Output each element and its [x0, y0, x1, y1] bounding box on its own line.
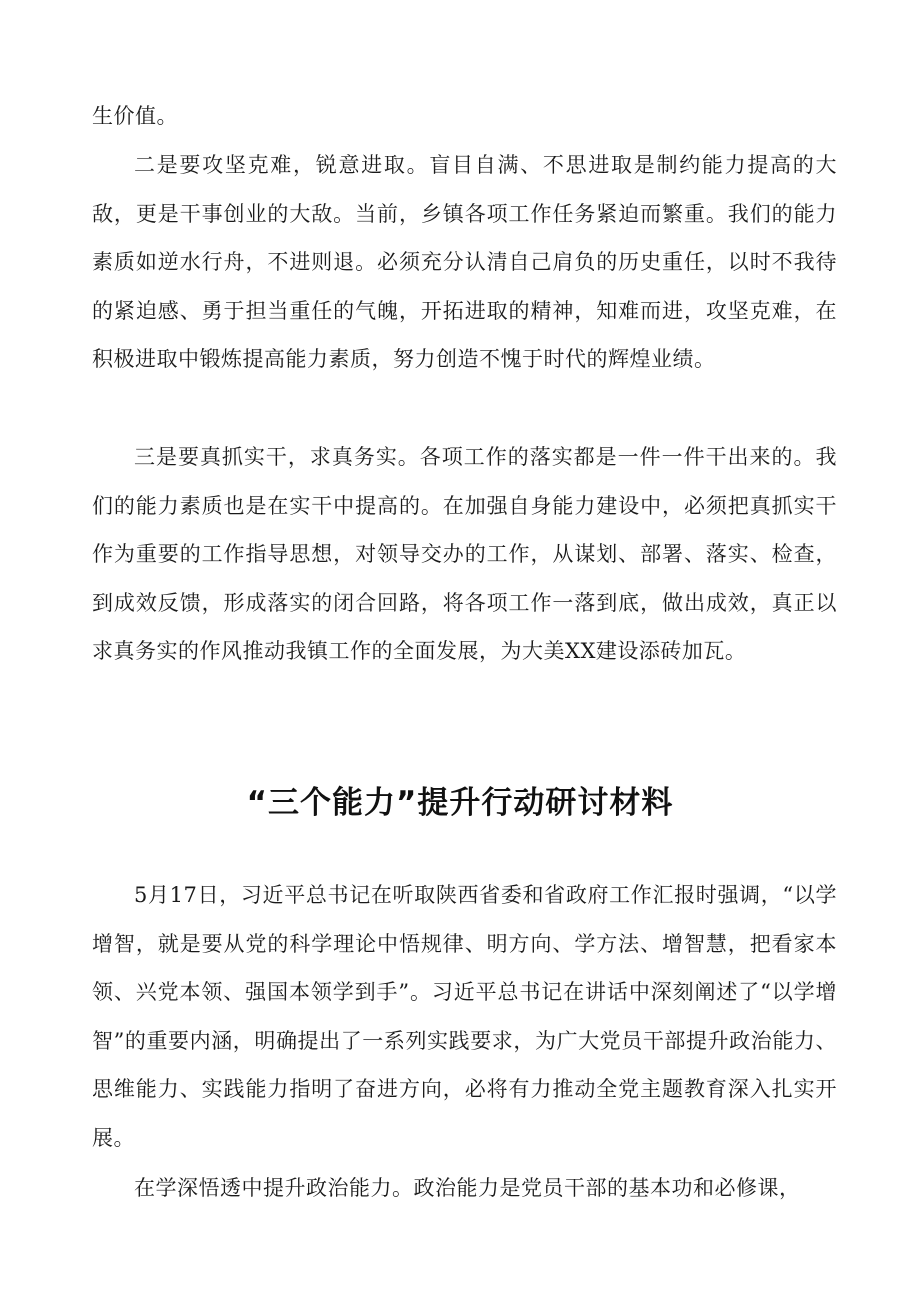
paragraph-third-point: 三是要真抓实干，求真务实。各项工作的落实都是一件一件干出来的。我们的能力素质也是在实干中提高的。在加强自身能力建设中，必须把真抓实干作为重要的工作指导思想，对领导交办的工作，从谋划、部署、落实、检查，到成效反馈，形成落实的闭合回路，将各项工作一落到底，做出成效，真正以求真务实的作风推动我镇工作的全面发展，为大美XX建设添砖加瓦。: [92, 445, 837, 664]
document-title: “三个能力”提升行动研讨材料: [246, 785, 674, 821]
paragraph-continuation: 生价值。: [92, 104, 178, 128]
paragraph-second-point: 二是要攻坚克难，锐意进取。盲目自满、不思进取是制约能力提高的大敌，更是干事创业的大敌。当前，乡镇各项工作任务紧迫而繁重。我们的能力素质如逆水行舟，不进则退。必须充分认清自己肩负的历史重任，以时不我待的紧迫感、勇于担当重任的气魄，开拓进取的精神，知难而进，攻坚克难，在积极进取中锻炼提高能力素质，努力创造不愧于时代的辉煌业绩。: [92, 153, 837, 372]
paragraph-intro: 5月17日，习近平总书记在听取陕西省委和省政府工作汇报时强调，“以学增智，就是要从党的科学理论中悟规律、明方向、学方法、增智慧，把看家本领、兴党本领、强国本领学到手”。习近平总书记在讲话中深刻阐述了“以学增智”的重要内涵，明确提出了一系列实践要求，为广大党员干部提升政治能力、思维能力、实践能力指明了奋进方向，必将有力推动全党主题教育深入扎实开展。: [92, 883, 837, 1150]
paragraph-political-ability: 在学深悟透中提升政治能力。政治能力是党员干部的基本功和必修课，: [134, 1176, 801, 1200]
